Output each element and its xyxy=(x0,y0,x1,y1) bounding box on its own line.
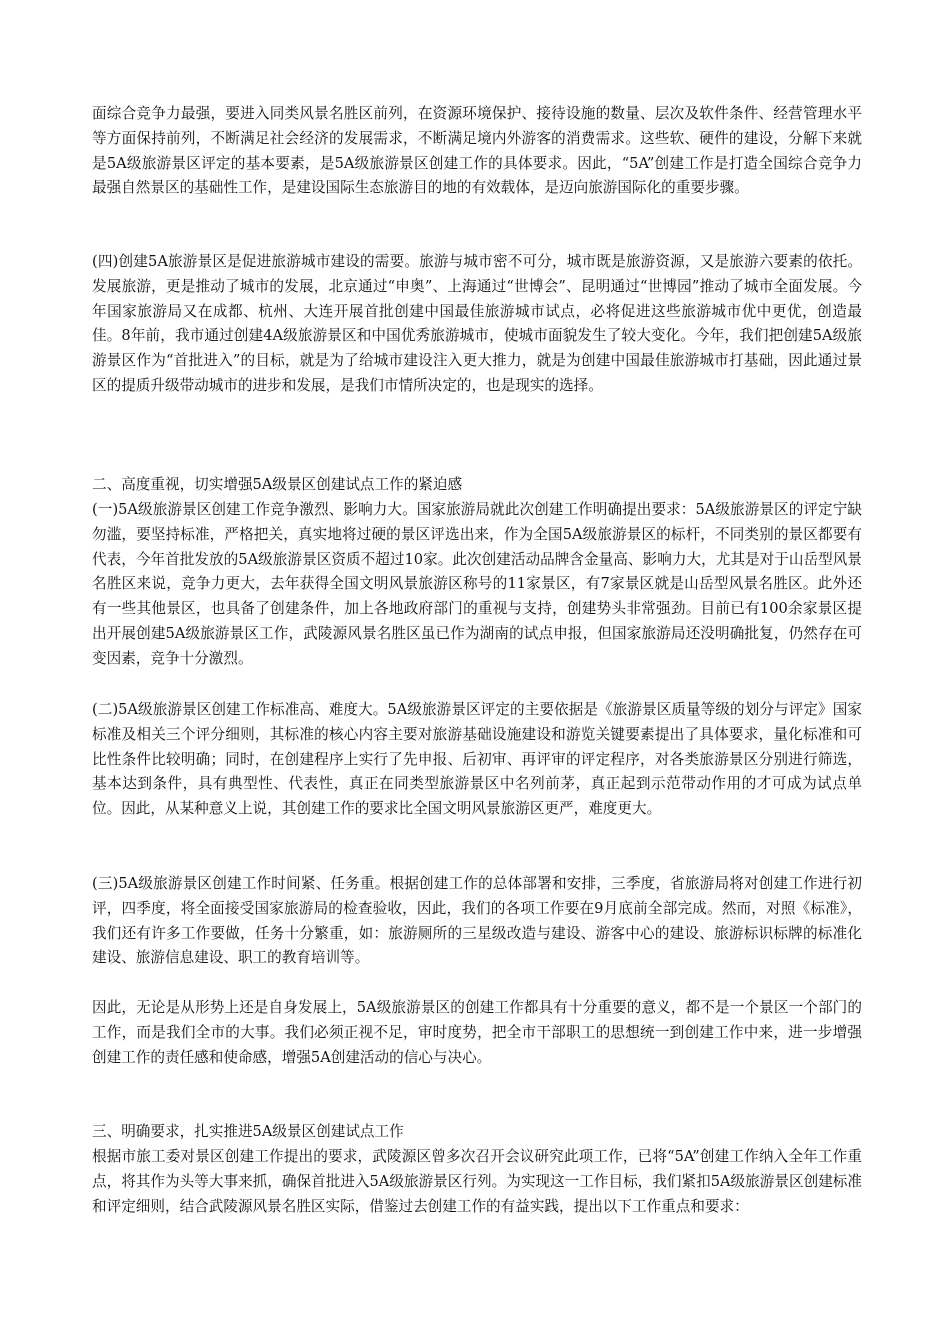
paragraph-competition: (一)5A级旅游景区创建工作竞争激烈、影响力大。国家旅游局就此次创建工作明确提出要求：5A级旅游景区的评定宁缺勿滥，要坚持标准，严格把关，真实地将过硬的景区评选出来，作为全国5A级旅游景区的标杆，不同类别的景区都要有代表，今年首批发放的5A级旅游景区资质不超过10家。此次创建活动品牌含金量高、影响力大，尤其是对于山岳型风景名胜区来说，竞争力更大，去年获得全国文明风景旅游区称号的11家景区，有7家景区就是山岳型风景名胜区。此外还有一些其他景区，也具备了创建条件，加上各地政府部门的重视与支持，创建势头非常强劲。目前已有100余家景区提出开展创建5A级旅游景区工作，武陵源风景名胜区虽已作为湖南的试点申报，但国家旅游局还没明确批复，仍然存在可变因素，竞争十分激烈。 xyxy=(92,501,862,667)
paragraph-competitiveness: 面综合竞争力最强，要进入同类风景名胜区前列，在资源环境保护、接待设施的数量、层次及软件条件、经营管理水平等方面保持前列，不断满足社会经济的发展需求，不断满足境内外游客的消费需求。这些软、硬件的建设，分解下来就是5A级旅游景区评定的基本要素，是5A级旅游景区创建工作的具体要求。因此，“5A”创建工作是打造全国综合竞争力最强自然景区的基础性工作，是建设国际生态旅游目的地的有效载体，是迈向旅游国际化的重要步骤。 xyxy=(92,105,862,197)
paragraph-requirements: 根据市旅工委对景区创建工作提出的要求，武陵源区曾多次召开会议研究此项工作，已将“5A”创建工作纳入全年工作重点，将其作为头等大事来抓，确保首批进入5A级旅游景区行列。为实现这一工作目标，我们紧扣5A级旅游景区创建标准和评定细则，结合武陵源风景名胜区实际，借鉴过去创建工作的有益实践，提出以下工作重点和要求： xyxy=(92,1148,862,1215)
paragraph-city-construction: (四)创建5A旅游景区是促进旅游城市建设的需要。旅游与城市密不可分，城市既是旅游资源，又是旅游六要素的依托。发展旅游，更是推动了城市的发展，北京通过“申奥”、上海通过“世博会”、昆明通过“世博园”推动了城市全面发展。今年国家旅游局又在成都、杭州、大连开展首批创建中国最佳旅游城市试点，必将促进这些旅游城市优中更优，创造最佳。8年前，我市通过创建4A级旅游景区和中国优秀旅游城市，使城市面貌发生了较大变化。今年，我们把创建5A级旅游景区作为“首批进入”的目标，就是为了给城市建设注入更大推力，就是为创建中国最佳旅游城市打基础，因此通过景区的提质升级带动城市的进步和发展，是我们市情所决定的，也是现实的选择。 xyxy=(92,253,862,394)
section-heading-2: 二、高度重视，切实增强5A级景区创建试点工作的紧迫感 xyxy=(92,476,463,493)
paragraph-standards: (二)5A级旅游景区创建工作标准高、难度大。5A级旅游景区评定的主要依据是《旅游景区质量等级的划分与评定》国家标准及相关三个评分细则，其标准的核心内容主要对旅游基础设施建设和游览关键要素提出了具体要求，量化标准和可比性条件比较明确；同时，在创建程序上实行了先申报、后初审、再评审的评定程序，对各类旅游景区分别进行筛选，基本达到条件，具有典型性、代表性，真正在同类型旅游景区中名列前茅，真正起到示范带动作用的才可成为试点单位。因此，从某种意义上说，其创建工作的要求比全国文明风景旅游区更严，难度更大。 xyxy=(92,701,862,818)
section-heading-3: 三、明确要求，扎实推进5A级景区创建试点工作 xyxy=(92,1123,404,1140)
paragraph-conclusion: 因此，无论是从形势上还是自身发展上，5A级旅游景区的创建工作都具有十分重要的意义，都不是一个景区一个部门的工作，而是我们全市的大事。我们必须正视不足，审时度势，把全市干部职工的思想统一到创建工作中来，进一步增强创建工作的责任感和使命感，增强5A创建活动的信心与决心。 xyxy=(92,999,862,1066)
paragraph-timeline: (三)5A级旅游景区创建工作时间紧、任务重。根据创建工作的总体部署和安排，三季度，省旅游局将对创建工作进行初评，四季度，将全面接受国家旅游局的检查验收，因此，我们的各项工作要在9月底前全部完成。然而，对照《标准》，我们还有许多工作要做，任务十分繁重，如：旅游厕所的三星级改造与建设、游客中心的建设、旅游标识标牌的标准化建设、旅游信息建设、职工的教育培训等。 xyxy=(92,875,862,967)
